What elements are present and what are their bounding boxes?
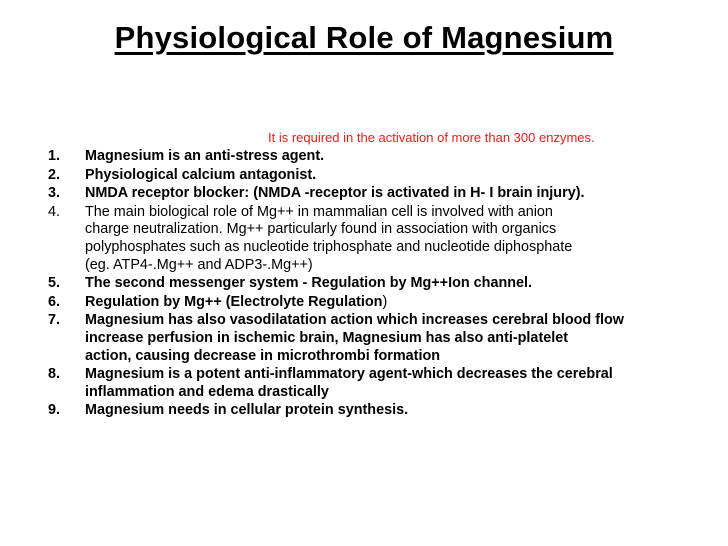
item-number: 3. [48, 185, 61, 202]
item-number: 1. [48, 148, 61, 164]
item-text: The second messenger system - Regulation by Mg++Ion channel. [85, 275, 533, 292]
role-list [48, 148, 720, 421]
item-text-suffix: ) [382, 293, 388, 310]
list-item [48, 366, 720, 401]
item-text: Magnesium has also vasodilatation action which increases cerebral blood flow increase perfusion in ischemic brain, Magnesium has also anti-platelet action, causing decrease in microthrombi formation [85, 312, 624, 364]
list-item [48, 275, 720, 293]
item-text: Regulation by Mg++ (Electrolyte Regulation [85, 293, 383, 310]
enzyme-note: It is required in the activation of more than 300 enzymes. [268, 130, 595, 145]
slide-title: Physiological Role of Magnesium [114, 20, 614, 55]
item-text: Magnesium needs in cellular protein synthesis. [85, 402, 409, 419]
item-text: Magnesium is a potent anti-inflammatory agent-which decreases the cerebral inflammation and edema drastically [85, 366, 613, 400]
list-item [48, 148, 720, 166]
item-number: 2. [48, 166, 61, 183]
item-number: 5. [48, 275, 61, 292]
list-item [48, 294, 720, 312]
item-number: 4. [48, 203, 61, 220]
item-text: The main biological role of Mg++ in mammalian cell is involved with anion charge neutralization. Mg++ particularly found in association with organics polyphosphates such as nucleotide triphosphate and nucleotide diphosphate (eg. ATP4-.Mg++ and ADP3-.Mg++) [85, 203, 573, 273]
item-text: Physiological calcium antagonist. [85, 166, 317, 183]
list-item [48, 312, 720, 365]
list-item [48, 185, 720, 203]
list-item [48, 402, 720, 420]
item-number: 7. [48, 312, 61, 329]
item-number: 6. [48, 293, 61, 310]
list-item [48, 167, 720, 185]
item-number: 8. [48, 366, 61, 383]
list-item [48, 204, 720, 274]
item-text: NMDA receptor blocker: (NMDA -receptor is activated in H- I brain injury). [85, 185, 585, 202]
item-text: Magnesium is an anti-stress agent. [85, 148, 325, 164]
item-number: 9. [48, 402, 61, 419]
